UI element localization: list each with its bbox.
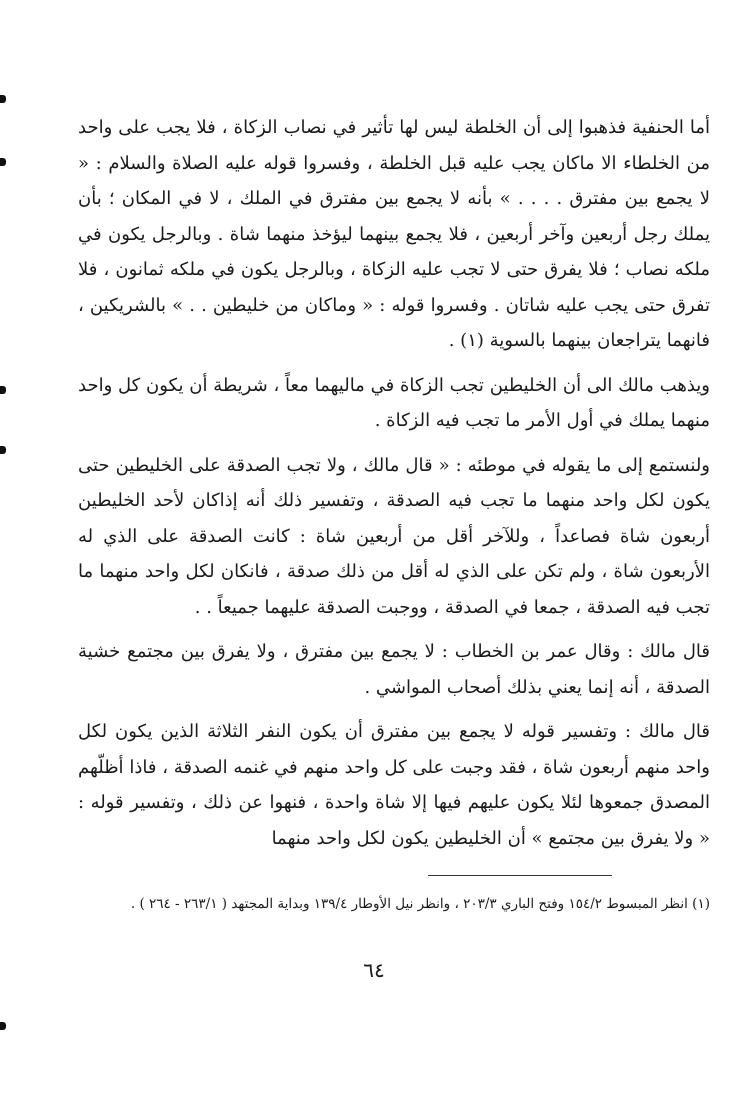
main-text [78, 110, 710, 856]
footnote-divider [428, 875, 612, 876]
paragraph-hanafi: أما الحنفية فذهبوا إلى أن الخلطة ليس لها تأثير في نصاب الزكاة ، فلا يجب على واحد من الخلطاء الا ماكان يجب عليه قبل الخلطة ، وفسروا قوله عليه الصلاة والسلام : « لا يجمع بين مفترق . . . . » بأنه لا يجمع بين مفترق في الملك ، لا في المكان ؛ بأن يملك رجل أربعين وآخر أربعين ، فلا يجمع بينهما ليؤخذ منهما شاة . وبالرجل يكون في ملكه نصاب ؛ فلا يفرق حتى لا تجب عليه الزكاة ، وبالرجل يكون في ملكه ثمانون ، فلا تفرق حتى يجب عليه شاتان . وفسروا قوله : « وماكان من خليطين . . » بالشريكين ، فانهما يتراجعان بينهما بالسوية (١) . [78, 117, 710, 351]
paragraph-umar-saying: قال مالك : وقال عمر بن الخطاب : لا يجمع بين مفترق ، ولا يفرق بين مجتمع خشية الصدقة ، أنه إنما يعني بذلك أصحاب المواشي . [78, 641, 710, 698]
footnote: (١) انظر المبسوط ١٥٤/٢ وفتح الباري ٢٠٣/٣ ، وانظر نيل الأوطار ١٣٩/٤ وبداية المجتهد ( ٢٦٣/١ - ٢٦٤ ) . [130, 896, 710, 912]
binding-mark [0, 95, 6, 103]
paragraph-malik-view: ويذهب مالك الى أن الخليطين تجب الزكاة في ماليهما معاً ، شريطة أن يكون كل واحد منهما يملك في أول الأمر ما تجب فيه الزكاة . [78, 374, 710, 431]
binding-mark [0, 1022, 6, 1030]
binding-mark [0, 158, 6, 166]
binding-mark [0, 446, 6, 454]
binding-mark [0, 386, 6, 394]
paragraph-explanation: قال مالك : وتفسير قوله لا يجمع بين مفترق أن يكون النفر الثلاثة الذين يكون لكل واحد منهم أربعون شاة ، فقد وجبت على كل واحد منهم في غنمه الصدقة ، فاذا أظلّهم المصدق جمعوها لئلا يكون عليهم فيها إلا شاة واحدة ، فنهوا عن ذلك ، وتفسير قوله : « ولا يفرق بين مجتمع » أن الخليطين يكون لكل واحد منهما [78, 721, 710, 849]
paragraph-muwatta-quote: ولنستمع إلى ما يقوله في موطئه : « قال مالك ، ولا تجب الصدقة على الخليطين حتى يكون لكل واحد منهما ما تجب فيه الصدقة ، وتفسير ذلك أنه إذاكان لأحد الخليطين أربعون شاة فصاعداً ، وللآخر أقل من أربعين شاة : كانت الصدقة على الذي له الأربعون شاة ، ولم تكن على الذي له أقل من ذلك صدقة ، فانكان لكل واحد منهما ما تجب فيه الصدقة ، جمعا في الصدقة ، ووجبت الصدقة عليهما جميعاً . . [78, 454, 710, 618]
page-number: ٦٤ [363, 958, 385, 982]
